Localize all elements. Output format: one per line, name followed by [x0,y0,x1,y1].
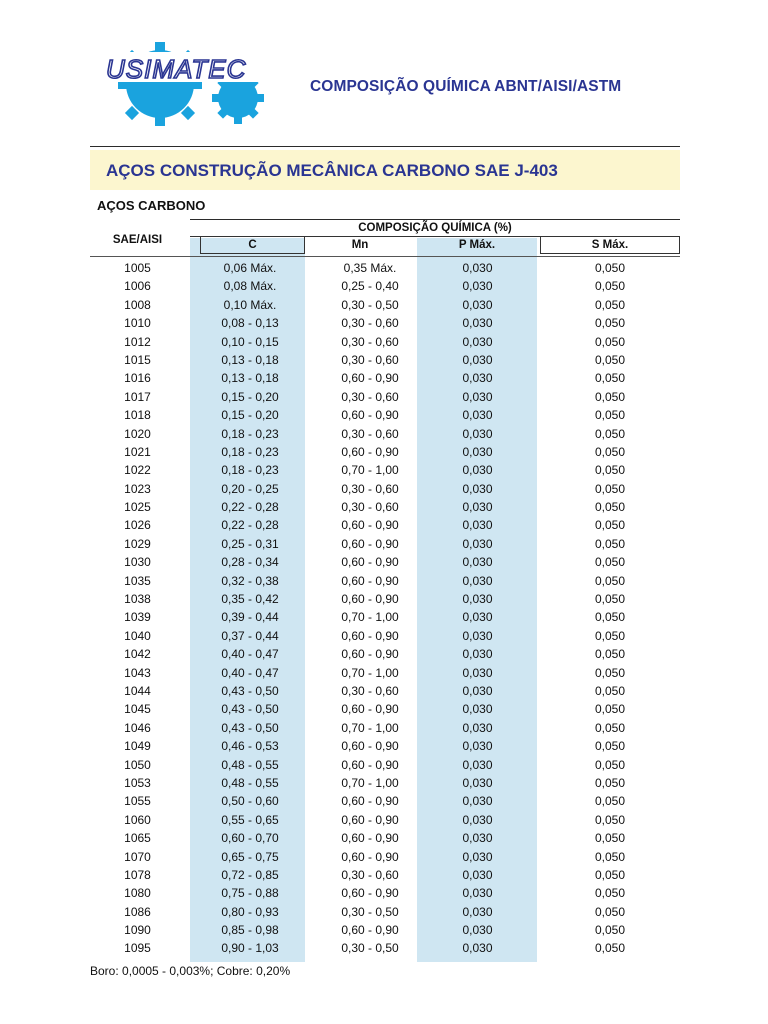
cell-p-max: 0,030 [462,297,493,312]
table-row [90,682,680,700]
composition-header: COMPOSIÇÃO QUÍMICA (%) [358,222,512,234]
cell-s-max: 0,050 [594,261,626,275]
cell-sae: 1086 [124,904,151,919]
cell-p-max: 0,030 [462,555,493,570]
cell-s-max: 0,050 [594,408,626,423]
cell-s-max: 0,050 [594,610,626,625]
cell-sae: 1080 [124,886,151,901]
gear-logo-icon [100,38,270,130]
cell-c: 0,50 - 0,60 [221,794,279,809]
cell-c: 0,39 - 0,44 [221,610,279,625]
cell-sae: 1042 [124,647,151,662]
band-title: AÇOS CONSTRUÇÃO MECÂNICA CARBONO SAE J-403 [106,161,558,180]
table-row [90,792,680,810]
cell-s-max: 0,050 [594,757,626,772]
cell-mn: 0,30 - 0,50 [341,941,399,956]
cell-c: 0,20 - 0,25 [221,481,279,496]
cell-p-max: 0,030 [462,647,493,662]
cell-s-max: 0,050 [594,775,626,790]
cell-sae: 1050 [124,757,151,772]
cell-mn: 0,60 - 0,90 [341,555,399,570]
cell-p-max: 0,030 [462,573,493,588]
cell-sae: 1010 [124,316,151,331]
table-row [90,848,680,866]
cell-p-max: 0,030 [462,426,493,441]
column-header-c: C [200,236,305,254]
cell-sae: 1044 [124,683,151,698]
cell-sae: 1029 [124,536,151,551]
cell-mn: 0,30 - 0,60 [341,867,399,882]
cell-c: 0,35 - 0,42 [221,592,279,607]
cell-mn: 0,70 - 1,00 [341,610,399,625]
table-row [90,553,680,571]
cell-s-max: 0,050 [594,720,626,735]
cell-sae: 1005 [124,261,151,275]
table-row [90,627,680,645]
cell-s-max: 0,050 [594,536,626,551]
cell-mn: 0,30 - 0,50 [341,297,399,312]
cell-c: 0,18 - 0,23 [221,463,279,478]
cell-sae: 1070 [124,849,151,864]
cell-c: 0,85 - 0,98 [221,923,279,938]
cell-c: 0,37 - 0,44 [221,628,279,643]
document-title: COMPOSIÇÃO QUÍMICA ABNT/AISI/ASTM [310,78,622,95]
cell-sae: 1025 [124,500,151,515]
cell-mn: 0,60 - 0,90 [341,794,399,809]
cell-c: 0,08 Máx. [223,279,277,294]
cell-mn: 0,30 - 0,60 [341,334,399,349]
cell-p-max: 0,030 [462,683,493,698]
cell-c: 0,40 - 0,47 [221,647,279,662]
cell-p-max: 0,030 [462,592,493,607]
cell-sae: 1049 [124,739,151,754]
cell-p-max: 0,030 [462,279,493,294]
cell-mn: 0,60 - 0,90 [341,518,399,533]
cell-mn: 0,60 - 0,90 [341,371,399,386]
cell-p-max: 0,030 [462,941,493,956]
composition-table-body [90,259,680,958]
cell-c: 0,25 - 0,31 [221,536,279,551]
cell-p-max: 0,030 [462,481,493,496]
cell-s-max: 0,050 [594,592,626,607]
cell-mn: 0,30 - 0,60 [341,500,399,515]
cell-sae: 1035 [124,573,151,588]
cell-mn: 0,70 - 1,00 [341,463,399,478]
cell-mn: 0,60 - 0,90 [341,812,399,827]
cell-p-max: 0,030 [462,812,493,827]
section-title: AÇOS CARBONO [97,198,206,213]
cell-p-max: 0,030 [462,665,493,680]
cell-sae: 1038 [124,592,151,607]
cell-s-max: 0,050 [594,867,626,882]
cell-p-max: 0,030 [462,904,493,919]
cell-sae: 1053 [124,775,151,790]
cell-s-max: 0,050 [594,573,626,588]
cell-s-max: 0,050 [594,500,626,515]
cell-s-max: 0,050 [594,831,626,846]
cell-p-max: 0,030 [462,261,493,275]
cell-c: 0,60 - 0,70 [221,831,279,846]
cell-sae: 1039 [124,610,151,625]
cell-s-max: 0,050 [594,904,626,919]
cell-mn: 0,60 - 0,90 [341,408,399,423]
cell-sae: 1008 [124,297,151,312]
table-row [90,461,680,479]
cell-c: 0,65 - 0,75 [221,849,279,864]
cell-p-max: 0,030 [462,610,493,625]
cell-s-max: 0,050 [594,389,626,404]
cell-c: 0,40 - 0,47 [221,665,279,680]
cell-sae: 1060 [124,812,151,827]
cell-s-max: 0,050 [594,279,626,294]
cell-c: 0,46 - 0,53 [221,739,279,754]
company-logo [100,38,270,130]
cell-sae: 1018 [124,408,151,423]
cell-mn: 0,30 - 0,60 [341,316,399,331]
cell-mn: 0,60 - 0,90 [341,536,399,551]
cell-p-max: 0,030 [462,757,493,772]
cell-p-max: 0,030 [462,849,493,864]
cell-mn: 0,60 - 0,90 [341,923,399,938]
cell-c: 0,55 - 0,65 [221,812,279,827]
cell-s-max: 0,050 [594,683,626,698]
table-row [90,608,680,626]
cell-mn: 0,30 - 0,60 [341,426,399,441]
cell-c: 0,22 - 0,28 [221,500,279,515]
cell-s-max: 0,050 [594,941,626,956]
cell-mn: 0,35 Máx. [343,261,397,275]
cell-mn: 0,30 - 0,60 [341,389,399,404]
cell-mn: 0,60 - 0,90 [341,592,399,607]
cell-c: 0,48 - 0,55 [221,757,279,772]
cell-s-max: 0,050 [594,923,626,938]
sae-aisi-header: SAE/AISI [112,234,163,246]
cell-sae: 1046 [124,720,151,735]
cell-c: 0,10 - 0,15 [221,334,279,349]
cell-c: 0,28 - 0,34 [221,555,279,570]
cell-sae: 1090 [124,923,151,938]
table-row [90,572,680,590]
table-row [90,921,680,939]
table-row [90,664,680,682]
cell-s-max: 0,050 [594,849,626,864]
cell-p-max: 0,030 [462,518,493,533]
cell-p-max: 0,030 [462,739,493,754]
footnote: Boro: 0,0005 - 0,003%; Cobre: 0,20% [90,964,291,978]
cell-mn: 0,70 - 1,00 [341,720,399,735]
cell-mn: 0,60 - 0,90 [341,628,399,643]
table-row [90,903,680,921]
cell-sae: 1030 [124,555,151,570]
cell-c: 0,75 - 0,88 [221,886,279,901]
table-row [90,737,680,755]
cell-p-max: 0,030 [462,500,493,515]
cell-p-max: 0,030 [462,536,493,551]
cell-p-max: 0,030 [462,628,493,643]
cell-mn: 0,30 - 0,60 [341,352,399,367]
cell-p-max: 0,030 [462,775,493,790]
table-row [90,516,680,534]
cell-s-max: 0,050 [594,481,626,496]
cell-s-max: 0,050 [594,886,626,901]
cell-mn: 0,60 - 0,90 [341,647,399,662]
table-row [90,866,680,884]
table-row [90,443,680,461]
cell-p-max: 0,030 [462,334,493,349]
cell-sae: 1017 [124,389,151,404]
cell-mn: 0,60 - 0,90 [341,886,399,901]
cell-mn: 0,30 - 0,50 [341,904,399,919]
cell-sae: 1006 [124,279,151,294]
cell-sae: 1095 [124,941,151,956]
cell-sae: 1021 [124,444,151,459]
table-row [90,774,680,792]
cell-mn: 0,60 - 0,90 [341,444,399,459]
cell-s-max: 0,050 [594,371,626,386]
cell-p-max: 0,030 [462,702,493,717]
table-row [90,719,680,737]
cell-sae: 1078 [124,867,151,882]
table-row [90,333,680,351]
cell-sae: 1016 [124,371,151,386]
cell-s-max: 0,050 [594,334,626,349]
cell-p-max: 0,030 [462,389,493,404]
cell-p-max: 0,030 [462,463,493,478]
cell-sae: 1065 [124,831,151,846]
cell-s-max: 0,050 [594,647,626,662]
cell-s-max: 0,050 [594,702,626,717]
cell-sae: 1040 [124,628,151,643]
cell-c: 0,08 - 0,13 [221,316,279,331]
table-row [90,296,680,314]
cell-s-max: 0,050 [594,297,626,312]
cell-sae: 1023 [124,481,151,496]
table-row [90,314,680,332]
cell-c: 0,80 - 0,93 [221,904,279,919]
cell-sae: 1015 [124,352,151,367]
cell-p-max: 0,030 [462,831,493,846]
table-row [90,277,680,295]
cell-mn: 0,25 - 0,40 [341,279,399,294]
table-row [90,369,680,387]
cell-mn: 0,60 - 0,90 [341,757,399,772]
table-row [90,425,680,443]
svg-text:USIMATEC: USIMATEC [106,54,247,84]
cell-c: 0,13 - 0,18 [221,371,279,386]
cell-s-max: 0,050 [594,444,626,459]
cell-c: 0,90 - 1,03 [221,941,279,956]
cell-c: 0,43 - 0,50 [221,702,279,717]
cell-s-max: 0,050 [594,463,626,478]
table-row [90,884,680,902]
table-row [90,829,680,847]
cell-c: 0,13 - 0,18 [221,352,279,367]
table-row [90,480,680,498]
cell-s-max: 0,050 [594,628,626,643]
cell-p-max: 0,030 [462,444,493,459]
cell-mn: 0,30 - 0,60 [341,481,399,496]
cell-c: 0,15 - 0,20 [221,389,279,404]
cell-c: 0,15 - 0,20 [221,408,279,423]
cell-mn: 0,60 - 0,90 [341,573,399,588]
cell-c: 0,43 - 0,50 [221,683,279,698]
cell-p-max: 0,030 [462,794,493,809]
cell-c: 0,32 - 0,38 [221,573,279,588]
cell-mn: 0,70 - 1,00 [341,665,399,680]
table-row [90,388,680,406]
cell-mn: 0,60 - 0,90 [341,702,399,717]
cell-c: 0,18 - 0,23 [221,426,279,441]
cell-p-max: 0,030 [462,886,493,901]
cell-p-max: 0,030 [462,867,493,882]
table-row [90,406,680,424]
top-divider [90,146,680,147]
cell-c: 0,48 - 0,55 [221,775,279,790]
cell-c: 0,06 Máx. [223,261,277,275]
cell-s-max: 0,050 [594,555,626,570]
cell-mn: 0,70 - 1,00 [341,775,399,790]
table-row [90,535,680,553]
cell-sae: 1043 [124,665,151,680]
table-row [90,351,680,369]
column-header-p: P Máx. [458,239,496,251]
cell-s-max: 0,050 [594,518,626,533]
table-row [90,259,680,277]
cell-p-max: 0,030 [462,408,493,423]
cell-sae: 1020 [124,426,151,441]
table-row [90,645,680,663]
cell-c: 0,22 - 0,28 [221,518,279,533]
cell-p-max: 0,030 [462,316,493,331]
cell-sae: 1026 [124,518,151,533]
cell-p-max: 0,030 [462,352,493,367]
cell-c: 0,43 - 0,50 [221,720,279,735]
cell-sae: 1012 [124,334,151,349]
cell-s-max: 0,050 [594,794,626,809]
cell-s-max: 0,050 [594,316,626,331]
table-row [90,700,680,718]
table-row [90,811,680,829]
cell-mn: 0,30 - 0,60 [341,683,399,698]
table-row [90,498,680,516]
cell-c: 0,72 - 0,85 [221,867,279,882]
cell-c: 0,10 Máx. [223,297,277,312]
cell-s-max: 0,050 [594,665,626,680]
cell-p-max: 0,030 [462,923,493,938]
cell-s-max: 0,050 [594,739,626,754]
cell-s-max: 0,050 [594,812,626,827]
cell-mn: 0,60 - 0,90 [341,849,399,864]
cell-mn: 0,60 - 0,90 [341,831,399,846]
cell-p-max: 0,030 [462,720,493,735]
table-row [90,939,680,957]
cell-s-max: 0,050 [594,352,626,367]
column-header-mn: Mn [351,239,369,251]
column-header-s: S Máx. [540,236,680,254]
table-row [90,756,680,774]
cell-c: 0,18 - 0,23 [221,444,279,459]
cell-sae: 1045 [124,702,151,717]
cell-mn: 0,60 - 0,90 [341,739,399,754]
cell-p-max: 0,030 [462,371,493,386]
cell-s-max: 0,050 [594,426,626,441]
cell-sae: 1022 [124,463,151,478]
header-bottom-line [90,256,680,257]
cell-sae: 1055 [124,794,151,809]
table-row [90,590,680,608]
